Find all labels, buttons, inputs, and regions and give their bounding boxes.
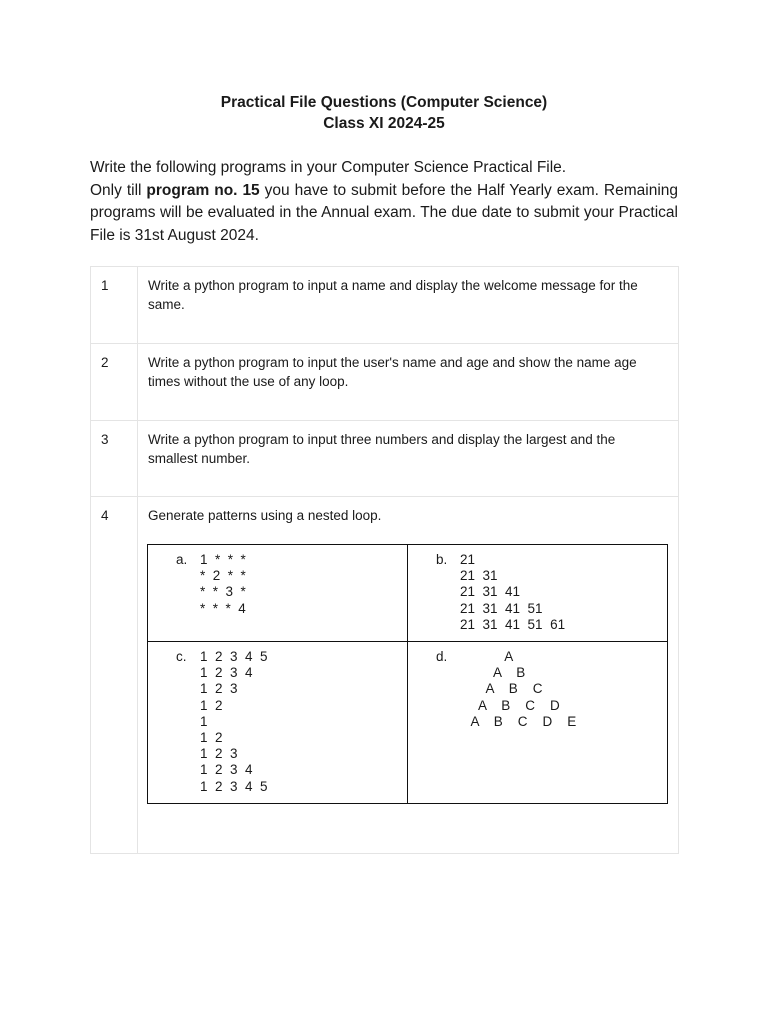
pattern-b-label: b. — [436, 552, 448, 567]
question-text: Write a python program to input a name and display the welcome message for the same. — [138, 267, 679, 344]
document-title: Practical File Questions (Computer Science) — [220, 94, 548, 111]
questions-table — [90, 266, 679, 854]
pattern-line: 1 2 3 4 — [200, 665, 253, 681]
pattern-c-lines — [200, 649, 268, 795]
pattern-line: 1 2 3 — [200, 746, 238, 762]
pattern-a-label: a. — [176, 552, 188, 567]
pattern-line: 21 31 41 51 — [460, 600, 543, 616]
pattern-b-lines — [460, 552, 565, 633]
pattern-c-cell — [148, 642, 408, 804]
pattern-a-cell — [148, 545, 408, 642]
patterns-table — [147, 544, 668, 804]
instruction-prefix: Only till — [90, 181, 147, 199]
question-text: Write a python program to input three numbers and display the largest and the smallest number. — [138, 421, 679, 497]
question-number: 3 — [91, 421, 138, 497]
instruction-bold-program: program no. 15 — [146, 181, 260, 199]
question-cell — [138, 497, 679, 854]
pattern-line: * * 3 * — [200, 584, 246, 600]
question-number: 2 — [91, 344, 138, 421]
pattern-line: * 2 * * — [200, 568, 246, 584]
pattern-line: 1 2 3 4 5 — [200, 778, 268, 794]
pattern-line: A B — [460, 665, 526, 681]
question-number: 4 — [91, 497, 138, 854]
pattern-line: A B C D E — [460, 713, 577, 729]
pattern-d-lines — [460, 649, 576, 730]
instruction-line-1: Write the following programs in your Computer Science Practical File. — [90, 159, 567, 176]
pattern-line: 21 31 41 — [460, 584, 521, 600]
instruction-suffix: you have to submit before the Half Yearly exam. Remaining programs will be evaluated in the Annual exam. The due date to submit your Practical File is 31st August 2024. — [90, 181, 679, 244]
pattern-line: 1 2 — [200, 730, 223, 746]
question-number: 1 — [91, 267, 138, 344]
pattern-line: A B C D — [460, 697, 560, 713]
pattern-line: A — [460, 649, 514, 664]
pattern-line: A B C — [460, 681, 543, 697]
document-header — [0, 92, 768, 134]
pattern-line: 1 — [200, 713, 208, 729]
question-text: Write a python program to input the user's name and age and show the name age times without the use of any loop. — [138, 344, 679, 421]
question-text: Generate patterns using a nested loop. — [148, 508, 382, 523]
question-row — [91, 497, 679, 854]
instruction-line-2 — [90, 180, 678, 248]
patterns-row — [148, 545, 668, 642]
patterns-row — [148, 642, 668, 804]
instructions — [90, 157, 678, 247]
pattern-line: 1 2 3 4 — [200, 762, 253, 778]
pattern-line: * * * 4 — [200, 600, 246, 616]
pattern-line: 21 31 41 51 61 — [460, 616, 566, 632]
pattern-line: 1 * * * — [200, 552, 246, 567]
pattern-line: 21 31 — [460, 568, 498, 584]
pattern-d-cell — [408, 642, 668, 804]
pattern-line: 1 2 — [200, 697, 223, 713]
pattern-d-label: d. — [436, 649, 448, 664]
question-row — [91, 344, 679, 421]
pattern-line: 21 — [460, 552, 476, 567]
document-subtitle: Class XI 2024-25 — [323, 115, 445, 132]
pattern-line: 1 2 3 — [200, 681, 238, 697]
question-row — [91, 421, 679, 497]
pattern-line: 1 2 3 4 5 — [200, 649, 268, 664]
question-row — [91, 267, 679, 344]
pattern-b-cell — [408, 545, 668, 642]
pattern-c-label: c. — [176, 649, 187, 664]
pattern-a-lines — [200, 552, 246, 617]
